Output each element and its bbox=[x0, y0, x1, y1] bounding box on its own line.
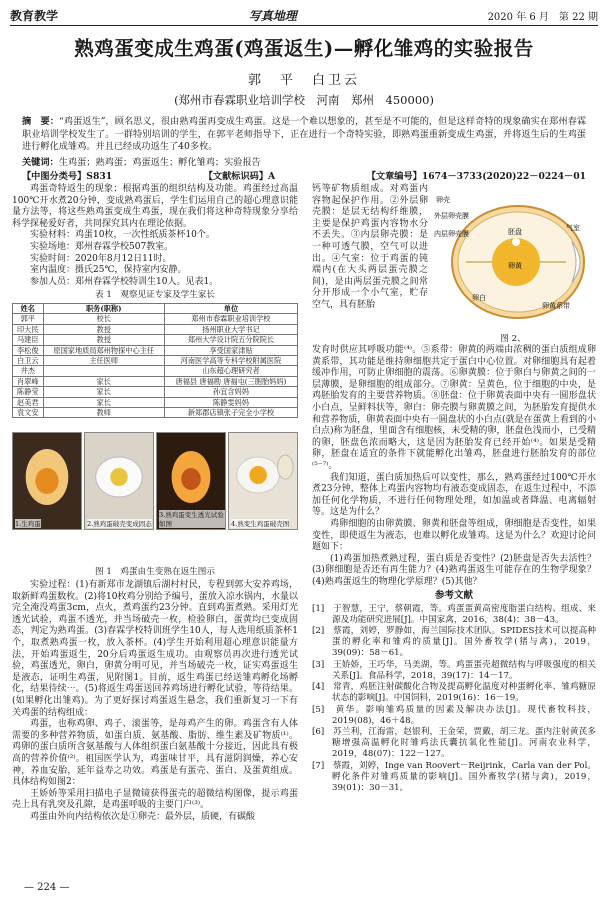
keywords bbox=[22, 154, 586, 168]
cell: 家长 bbox=[43, 376, 164, 386]
cell: 肖翠峰 bbox=[13, 376, 44, 386]
cell: 教授 bbox=[43, 324, 164, 334]
table-row bbox=[13, 345, 298, 355]
running-header bbox=[10, 6, 598, 24]
cell: 家长 bbox=[43, 387, 164, 397]
paragraph: 鸡蛋，也称鸡卵、鸡子、滚蛋等，是母鸡产生的卵。鸡蛋含有人体需要的多种营养物质，如蛋白质、氨基酸、脂肪、维生素及矿物质⁽¹⁾。鸡卵的蛋白质所含氨基酸与人体组织蛋白氨基酸十分接近，因此具有极高的营养价值⁽²⁾。祖国医学认为，鸡蛋味甘平，具有滋阴润燥，养心安神，养血安胎，延年益寿之功效。鸡蛋是有蛋壳、蛋白、及蛋黄组成。具体结构如图2： bbox=[12, 719, 298, 788]
cell: 原国家地质局郑州物探中心主任 bbox=[43, 345, 164, 355]
paragraph: 我们知道，蛋白质加热后可以变性，那么，熟鸡蛋经过100℃开水煮23分钟，整体上鸡蛋内容物均有液态变成固态，在返生过程中，不添加任何化学物质，不进行任何物理处理，如加温或者降温、电离辐射等。这是为什么？ bbox=[312, 472, 596, 518]
cell: 教师 bbox=[43, 408, 164, 418]
table-row bbox=[13, 397, 298, 407]
cell: 主任医师 bbox=[43, 355, 164, 365]
table-row bbox=[13, 366, 298, 376]
table-row bbox=[13, 387, 298, 397]
label-inner-membrane: 内层卵壳膜 bbox=[434, 230, 469, 238]
paragraph: 鸡蛋由外向内结构依次是①卵壳：最外层，质硬，有碳酸 bbox=[30, 811, 256, 822]
table-header: 姓名 bbox=[13, 303, 44, 313]
paragraph: 鸡蛋奇特返生的现象；根据鸡蛋的组织结构及功能。鸡蛋经过高温100℃开水煮20分钟，变成熟鸡蛋后，学生们运用自己的超心理意识能量方法等，将这些熟鸡蛋变成生鸡蛋，现在我们将这种奇特现象分享给科学探秘爱好者，共同探究其内在理论依据。 bbox=[12, 184, 298, 229]
panel-caption: 4.熟变生鸡蛋破壳图 bbox=[231, 520, 290, 528]
cell: 唐福县 唐福勘 唐福屯(三胞胎妈妈) bbox=[164, 376, 297, 386]
cell: 陈静雯妈妈 bbox=[164, 397, 297, 407]
figure-1-caption: 图 1 鸡蛋由生变熟在返生图示 bbox=[95, 567, 215, 577]
figure-1-panel-1 bbox=[12, 432, 82, 530]
page-number: — 224 — bbox=[24, 882, 70, 893]
abstract-label: 摘 要： bbox=[22, 116, 59, 127]
reference-item: [4] 常青，鸡胚注射碳酸化合物及提高孵化温度对种蛋孵化率、雏鸡糖原状态的影响[J]。中国饲料，2019(16)：16－19。 bbox=[312, 682, 596, 704]
observer-table bbox=[12, 303, 298, 418]
cell bbox=[43, 366, 164, 376]
cell: 李松俊 bbox=[13, 345, 44, 355]
figure-2 bbox=[430, 190, 596, 344]
table-row bbox=[13, 335, 298, 345]
table-row bbox=[13, 355, 298, 365]
cell: 马建臣 bbox=[13, 335, 44, 345]
label-chalaza: 卵黄系带 bbox=[542, 302, 570, 310]
left-column bbox=[12, 184, 298, 418]
paragraph: 室内温度：摄氏25℃，保持室内安静。 bbox=[30, 265, 187, 276]
cell: 家长 bbox=[43, 397, 164, 407]
doc-code: 【文献标识码】A bbox=[203, 171, 276, 182]
cell: 郑州大学设计院五分院院长 bbox=[164, 335, 297, 345]
references-title: 参考文献 bbox=[434, 590, 473, 602]
panel-caption: 2.熟鸡蛋破壳变成固态 bbox=[87, 520, 152, 528]
column-name: 教育教学 bbox=[10, 8, 59, 23]
cell: 袁文安 bbox=[13, 408, 44, 418]
figure-2-caption: 图 2、 bbox=[500, 334, 526, 344]
table-title: 表 1 观察见证专家及学生家长 bbox=[95, 290, 215, 301]
figure-1 bbox=[12, 432, 298, 550]
paragraph: 参加人员：郑州春霖学校特训生10人。见表1。 bbox=[30, 276, 219, 287]
label-albumen: 卵白 bbox=[472, 294, 486, 302]
panel-caption: 1.生鸡蛋 bbox=[15, 520, 41, 528]
paragraph: (1)鸡蛋加热煮熟过程，蛋白质是否变性？(2)胚盘是否失去活性？(3)卵细胞是否还有再生能力？(4)熟鸡蛋返生可能存在的生物学现象？(4)熟鸡蛋返生的物理化学原理？(5)其他？ bbox=[312, 553, 596, 587]
abstract-text: “鸡蛋返生”，顾名思义，很由熟鸡蛋再变成生鸡蛋。这是一个难以想象的，甚至是不可能的，但是这样奇特的现象确实在郑州春霖职业培训学校发生了。一群特别培训的学生，在郭平老师指导下，正在进行一个奇特实验，即熟鸡蛋重新变成生鸡蛋，并将返生后的生鸡蛋进行孵化成雏鸡。并且已经成功返生了40多枚。 bbox=[22, 116, 587, 153]
cell: 井杰 bbox=[13, 366, 44, 376]
affiliation: (郑州市春霖职业培训学校 河南 郑州 450000) bbox=[174, 93, 434, 107]
label-shell: 卵壳 bbox=[436, 196, 450, 204]
references bbox=[312, 590, 596, 794]
cell: 新郑郡店镇张子完全小学校 bbox=[164, 408, 297, 418]
cell: 河南医学高等专科学校附属医院 bbox=[164, 355, 297, 365]
paragraph: 实验时间：2020年8月12日11时。 bbox=[30, 253, 172, 264]
cell: 郭平 bbox=[13, 314, 44, 324]
table-row bbox=[13, 324, 298, 334]
returned-egg-photo bbox=[229, 433, 297, 529]
reference-item: [5] 黄华。影响雏鸡质量的因素及解决办法[J]。现代畜牧科技，2019(08)，46＋48。 bbox=[312, 704, 596, 726]
figure-1-panel-3 bbox=[156, 432, 226, 530]
reference-item: [1] 于智慧，王宁，蔡朝霞，等。鸡蛋蛋黄高密度脂蛋白结构、组成、来源及功能研究进展[J]。中国家禽，2016，38(4)：38－43。 bbox=[312, 603, 596, 625]
paragraph: 钙等矿物质组成。对鸡蛋内容物起保护作用。②外层卵壳膜：是层无结构纤维膜，主要是保护鸡蛋内容物水分不丢失。③内层卵壳膜：是一种可透气膜，空气可以进出。④气室：位于鸡蛋的钝端内(在大头两层蛋壳膜之间)，是由两层蛋壳膜之间常分开形成一个小气室，贮存空气，具有胚胎 bbox=[312, 184, 428, 310]
reference-item: [2] 蔡霞，刘婷，罗静如，海兰国际技术团队。SPIDES技术可以提高种蛋的孵化率和雏鸡的质量[J]。国外畜牧学(猪与禽)，2019，39(09)：58－61。 bbox=[312, 626, 596, 659]
cell: 扬州职业大学书记 bbox=[164, 324, 297, 334]
cell: 陈静莹 bbox=[13, 387, 44, 397]
raw-egg-photo bbox=[13, 433, 81, 529]
panel-caption: 3.熟鸡蛋变生透光试验如图 bbox=[159, 511, 224, 528]
header-rule bbox=[10, 25, 598, 26]
cell: 教授 bbox=[43, 335, 164, 345]
label-germ: 胚盘 bbox=[508, 228, 522, 236]
paragraph: 实验材料：鸡蛋10枚，一次性纸质茶杯10个。 bbox=[30, 230, 215, 241]
table-header: 单位 bbox=[164, 303, 297, 313]
cell: 孙宜含妈妈 bbox=[164, 387, 297, 397]
journal-name: 写真地理 bbox=[248, 8, 297, 23]
authors: 郭 平 白卫云 bbox=[247, 73, 360, 88]
abstract bbox=[22, 116, 586, 154]
figure-1-panel-4 bbox=[228, 432, 298, 530]
paragraph: 鸡卵细胞的由卵黄膜、卵黄和胚盘等组成，卵细胞是否变性，如果变性，即使返生为液态，也难以孵化成雏鸡。这是为什么？欢迎讨论问题如下： bbox=[312, 518, 596, 553]
table-row bbox=[13, 376, 298, 386]
article-title: 熟鸡蛋变成生鸡蛋(鸡蛋返生)—孵化雏鸡的实验报告 bbox=[74, 37, 534, 60]
figure-1-panel-2 bbox=[84, 432, 154, 530]
cell: 白卫云 bbox=[13, 355, 44, 365]
cell: 赵美君 bbox=[13, 397, 44, 407]
reference-item: [3] 王娇娇，王巧华，马美湖，等。鸡蛋蛋壳超微结构与呼吸强度的相关关系[J]。食品科学，2018，39(17)：14－17。 bbox=[312, 659, 596, 681]
reference-item: [6] 苏兰利，江海雷，赵银利，王金荣，贾戴，胡三龙。蛋内注射黄芪多糖增强高温孵化时雏鸡法氏囊抗氧化性能[J]。河南农业科学，2019，48(07)：122－127。 bbox=[312, 726, 596, 760]
paragraph: 实验过程：(1)有新郑市龙湖镇后湖村村民，专程到郭大安养鸡场，取新鲜鸡蛋数枚。(2)将10枚鸡分别给予编号，蛋放入凉水锅内，水量以完全淹没鸡蛋3cm，点火，煮鸡蛋约23分钟。直到鸡蛋煮熟。采用灯光透光试验，鸡蛋不透光，并当场破壳一枚，检验卵白，蛋黄均已变成固态，判定为熟鸡蛋。(3)春霖学校特训班学生10人，每人选用纸质茶杯1个，取煮熟鸡蛋一枚，放入茶杯。(4)学生开始利用超心理意识能量方法，开始鸡蛋返生，20分后鸡蛋返生成功。由观察员再次进行透光试验，鸡蛋透光，卵白，卵黄分明可见，并当场破壳一枚，证实鸡蛋返生是液态，证明生鸡蛋，见附图1。目前，返生鸡蛋已经送雏鸡孵化场孵化，结果待续⋯。(5)将返生鸡蛋送回养鸡场进行孵化试验，等待结果。(如果孵化出雏鸡)。为了更好探讨鸡蛋返生悬念，我们重新复习一下有关鸡蛋的结构组成： bbox=[12, 580, 298, 718]
egg-structure-diagram bbox=[430, 190, 596, 328]
paragraph: 实验场地：郑州春霖学校507教室。 bbox=[30, 241, 174, 252]
table-row bbox=[13, 408, 298, 418]
keywords-text: 生鸡蛋；熟鸡蛋；鸡蛋返生；孵化雏鸡；实验报告 bbox=[58, 157, 261, 168]
table-row bbox=[13, 314, 298, 324]
cell: 校长 bbox=[43, 314, 164, 324]
cooked-egg-photo bbox=[85, 433, 153, 529]
label-air-cell: 气室 bbox=[566, 224, 580, 232]
classification-row bbox=[22, 168, 586, 182]
cell: 印大民 bbox=[13, 324, 44, 334]
cell: 山东超心理研究者 bbox=[164, 366, 297, 376]
germ-shape bbox=[512, 238, 520, 246]
right-column bbox=[312, 345, 596, 794]
clc-number: 【中图分类号】S831 bbox=[22, 171, 113, 182]
issue-info: 2020 年 6 月 第 22 期 bbox=[487, 11, 598, 23]
label-outer-membrane: 外层卵壳膜 bbox=[434, 212, 469, 220]
cell: 郑州市春霖职业培训学校 bbox=[164, 314, 297, 324]
reference-item: [7] 蔡霞，刘婷，Inge van Roovert－Reijrink，Carla van der Pol。孵化条件对雏鸡质量的影响[J]。国外畜牧学(猪与禽)，2019，39(01)：30－31。 bbox=[312, 760, 596, 793]
table-header: 职务(职称) bbox=[43, 303, 164, 313]
right-column-top bbox=[312, 184, 428, 312]
paragraph: 发育时供应其呼吸功能⁽⁴⁾。⑤系带：卵黄的两端由浓稠的蛋白质组成卵黄系带，其功能是维持卵细胞共定于蛋白中心位置。对卵细胞具有起着缓冲作用，可防止卵细胞的震荡。⑥卵黄膜：位于卵白与卵黄之间的一层薄膜，是卵细胞的组成部分。⑦卵黄：呈黄色，位于细胞的中央，是鸡胚胎发育的主要营养物质。⑧胚盘：位于卵黄表面中央有一圆形盘状小白点，呈鲜料状等，卵白：卵壳膜与卵黄膜之间，为胚胎发育提供水和营养物质，卵黄表面中央有一圆盘状的小白点(就是在蛋黄上看到的小白点)称为胚盘，里面含有细胞核，未受精的卵，胚盘色浅而小，已受精的卵，胚盘色浓而略大，这是因为胚胎发育已经开始⁽⁴⁾。如果是受精卵，胚盘在适宜的条件下就能孵化出雏鸡，胚盘进行胚胎发育的部位⁽⁵⁻⁷⁾。 bbox=[312, 345, 596, 471]
cell: 享受国家津贴 bbox=[164, 345, 297, 355]
label-yolk: 卵黄 bbox=[508, 262, 522, 270]
keywords-label: 关键词： bbox=[22, 157, 59, 168]
article-number: 【文章编号】1674－3733(2020)22－0224－01 bbox=[366, 171, 586, 182]
paragraph: 王娇娇等采用扫描电子显微镜获得蛋壳的超微结构图像，提示鸡蛋壳上具有乳突及孔隙，是鸡蛋呼吸的主要门户⁽³⁾。 bbox=[12, 788, 298, 811]
left-column-lower bbox=[12, 580, 298, 823]
